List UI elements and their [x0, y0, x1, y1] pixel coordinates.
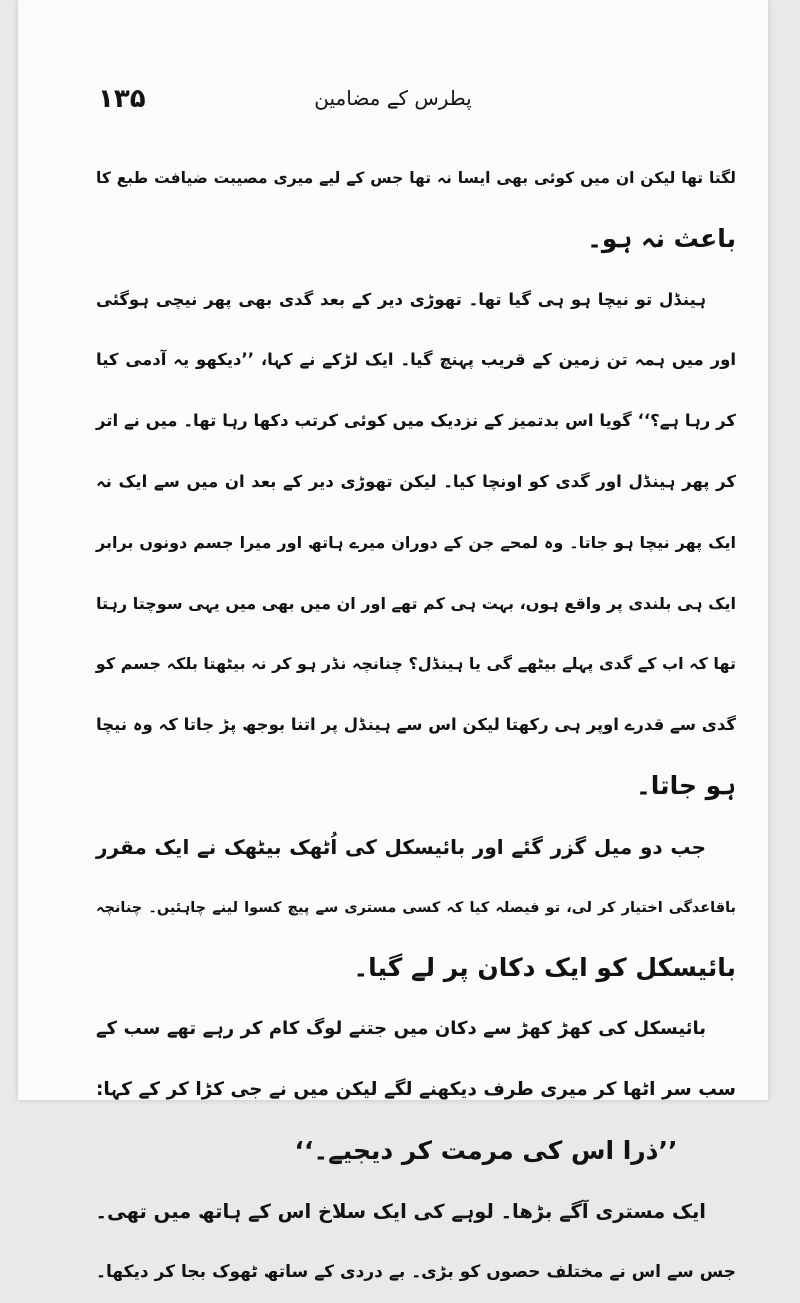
text-line: اور میں ہمہ تن زمین کے قریب پہنچ گیا۔ ایک لڑکے نے کہا، ’’دیکھو یہ آدمی کیا — [96, 350, 736, 370]
text-line: جس سے اس نے مختلف حصوں کو بڑی۔ بے دردی کے ساتھ ٹھوک بجا کر دیکھا۔ — [96, 1262, 736, 1283]
text-line: گدی سے قدرے اوپر ہی رکھتا لیکن اس سے ہینڈل پر اتنا بوجھ پڑ جاتا کہ وہ نیچا — [96, 715, 736, 735]
text-line: کر رہا ہے؟‘‘ گویا اس بدتمیز کے نزدیک میں کوئی کرتب دکھا رہا تھا۔ میں نے اتر — [96, 411, 736, 431]
book-page — [18, 0, 768, 1283]
text-line: ایک ہی بلندی پر واقع ہوں، بہت ہی کم تھے اور ان میں بھی میں یہی سوچتا رہتا — [96, 593, 736, 613]
text-line: کر پھر ہینڈل اور گدی کو اونچا کیا۔ لیکن تھوڑی دیر کے بعد ان میں سے ایک نہ — [96, 471, 736, 491]
text-line: لگتا تھا لیکن ان میں کوئی بھی ایسا نہ تھا جس کے لیے میری مصیبت ضیافت طبع کا — [96, 169, 736, 187]
page-number: ۱۳۵ — [98, 84, 146, 114]
text-line: سب سر اٹھا کر میری طرف دیکھنے لگے لیکن میں نے جی کڑا کر کے کہا: — [96, 1078, 736, 1100]
text-line: باعث نہ ہو۔ — [587, 223, 736, 253]
text-line: بائیسکل کو ایک دکان پر لے گیا۔ — [353, 953, 736, 983]
paragraph-first-line: جب دو میل گزر گئے اور بائیسکل کی اُٹھک بیٹھک نے ایک مقرر — [96, 834, 706, 859]
running-title: پطرس کے مضامین — [314, 86, 472, 110]
text-line: ایک پھر نیچا ہو جاتا۔ وہ لمحے جن کے دوران میرے ہاتھ اور میرا جسم دونوں برابر — [96, 532, 736, 552]
page-header — [88, 84, 698, 124]
text-line: ہو جاتا۔ — [636, 770, 736, 800]
paragraph-first-line: ایک مستری آگے بڑھا۔ لوہے کی ایک سلاخ اس کے ہاتھ میں تھی۔ — [95, 1199, 706, 1223]
body-text — [96, 148, 736, 1303]
paragraph-first-line: ہینڈل تو نیچا ہو ہی گیا تھا۔ تھوڑی دیر کے بعد گدی بھی پھر نیچی ہوگئی — [96, 289, 706, 309]
paragraph-first-line: بائیسکل کی کھڑ کھڑ سے دکان میں جتنے لوگ کام کر رہے تھے سب کے — [96, 1018, 706, 1040]
text-line: تھا کہ اب کے گدی پہلے بیٹھے گی یا ہینڈل؟ چنانچہ نڈر ہو کر نہ بیٹھتا بلکہ جسم کو — [95, 654, 736, 674]
quoted-line: ’’ذرا اس کی مرمت کر دیجیے۔‘‘ — [294, 1135, 678, 1165]
text-line: باقاعدگی اختیار کر لی، تو فیصلہ کیا کہ کسی مستری سے پیچ کسوا لینے چاہئیں۔ چنانچہ — [96, 899, 736, 916]
